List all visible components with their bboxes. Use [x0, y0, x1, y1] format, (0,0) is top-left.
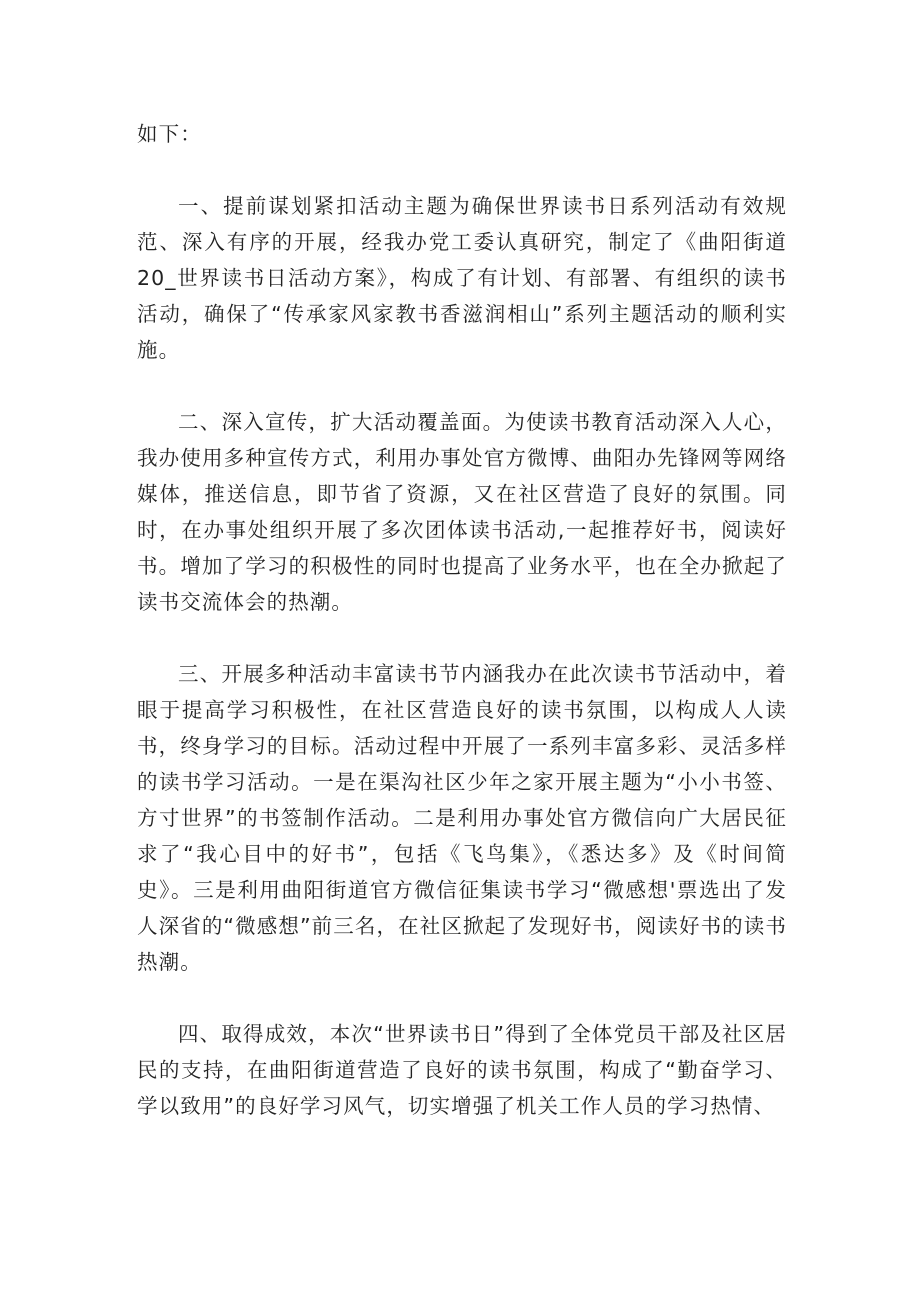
document-body — [137, 116, 787, 1160]
paragraph-4: 四、取得成效，本次“世界读书日”得到了全体党员干部及社区居民的支持，在曲阳街道营造了良好的读书氛围，构成了“勤奋学习、学以致用”的良好学习风气，切实增强了机关工作人员的学习热情、 — [137, 1022, 787, 1118]
paragraph-2: 二、深入宣传，扩大活动覆盖面。为使读书教育活动深入人心，我办使用多种宣传方式，利用办事处官方微博、曲阳办先锋网等网络媒体，推送信息，即节省了资源，又在社区营造了良好的氛围。同时，在办事处组织开展了多次团体读书活动,一起推荐好书，阅读好书。增加了学习的积极性的同时也提高了业务水平，也在全办掀起了读书交流体会的热潮。 — [137, 410, 787, 614]
paragraph-3: 三、开展多种活动丰富读书节内涵我办在此次读书节活动中，着眼于提高学习积极性，在社区营造良好的读书氛围，以构成人人读书，终身学习的目标。活动过程中开展了一系列丰富多彩、灵活多样的读书学习活动。一是在渠沟社区少年之家开展主题为“小小书签、方寸世界”的书签制作活动。二是利用办事处官方微信向广大居民征求了“我心目中的好书”，包括《飞鸟集》，《悉达多》及《时间简史》。三是利用曲阳街道官方微信征集读书学习“微感想'票选出了发人深省的“微感想”前三名，在社区掀起了发现好书，阅读好书的读书热潮。 — [137, 662, 787, 974]
paragraph-1: 一、提前谋划紧扣活动主题为确保世界读书日系列活动有效规范、深入有序的开展，经我办党工委认真研究，制定了《曲阳街道20_世界读书日活动方案》，构成了有计划、有部署、有组织的读书活动，确保了“传承家风家教书香滋润相山”系列主题活动的顺利实施。 — [137, 194, 787, 362]
intro-line: 如下： — [137, 122, 202, 146]
